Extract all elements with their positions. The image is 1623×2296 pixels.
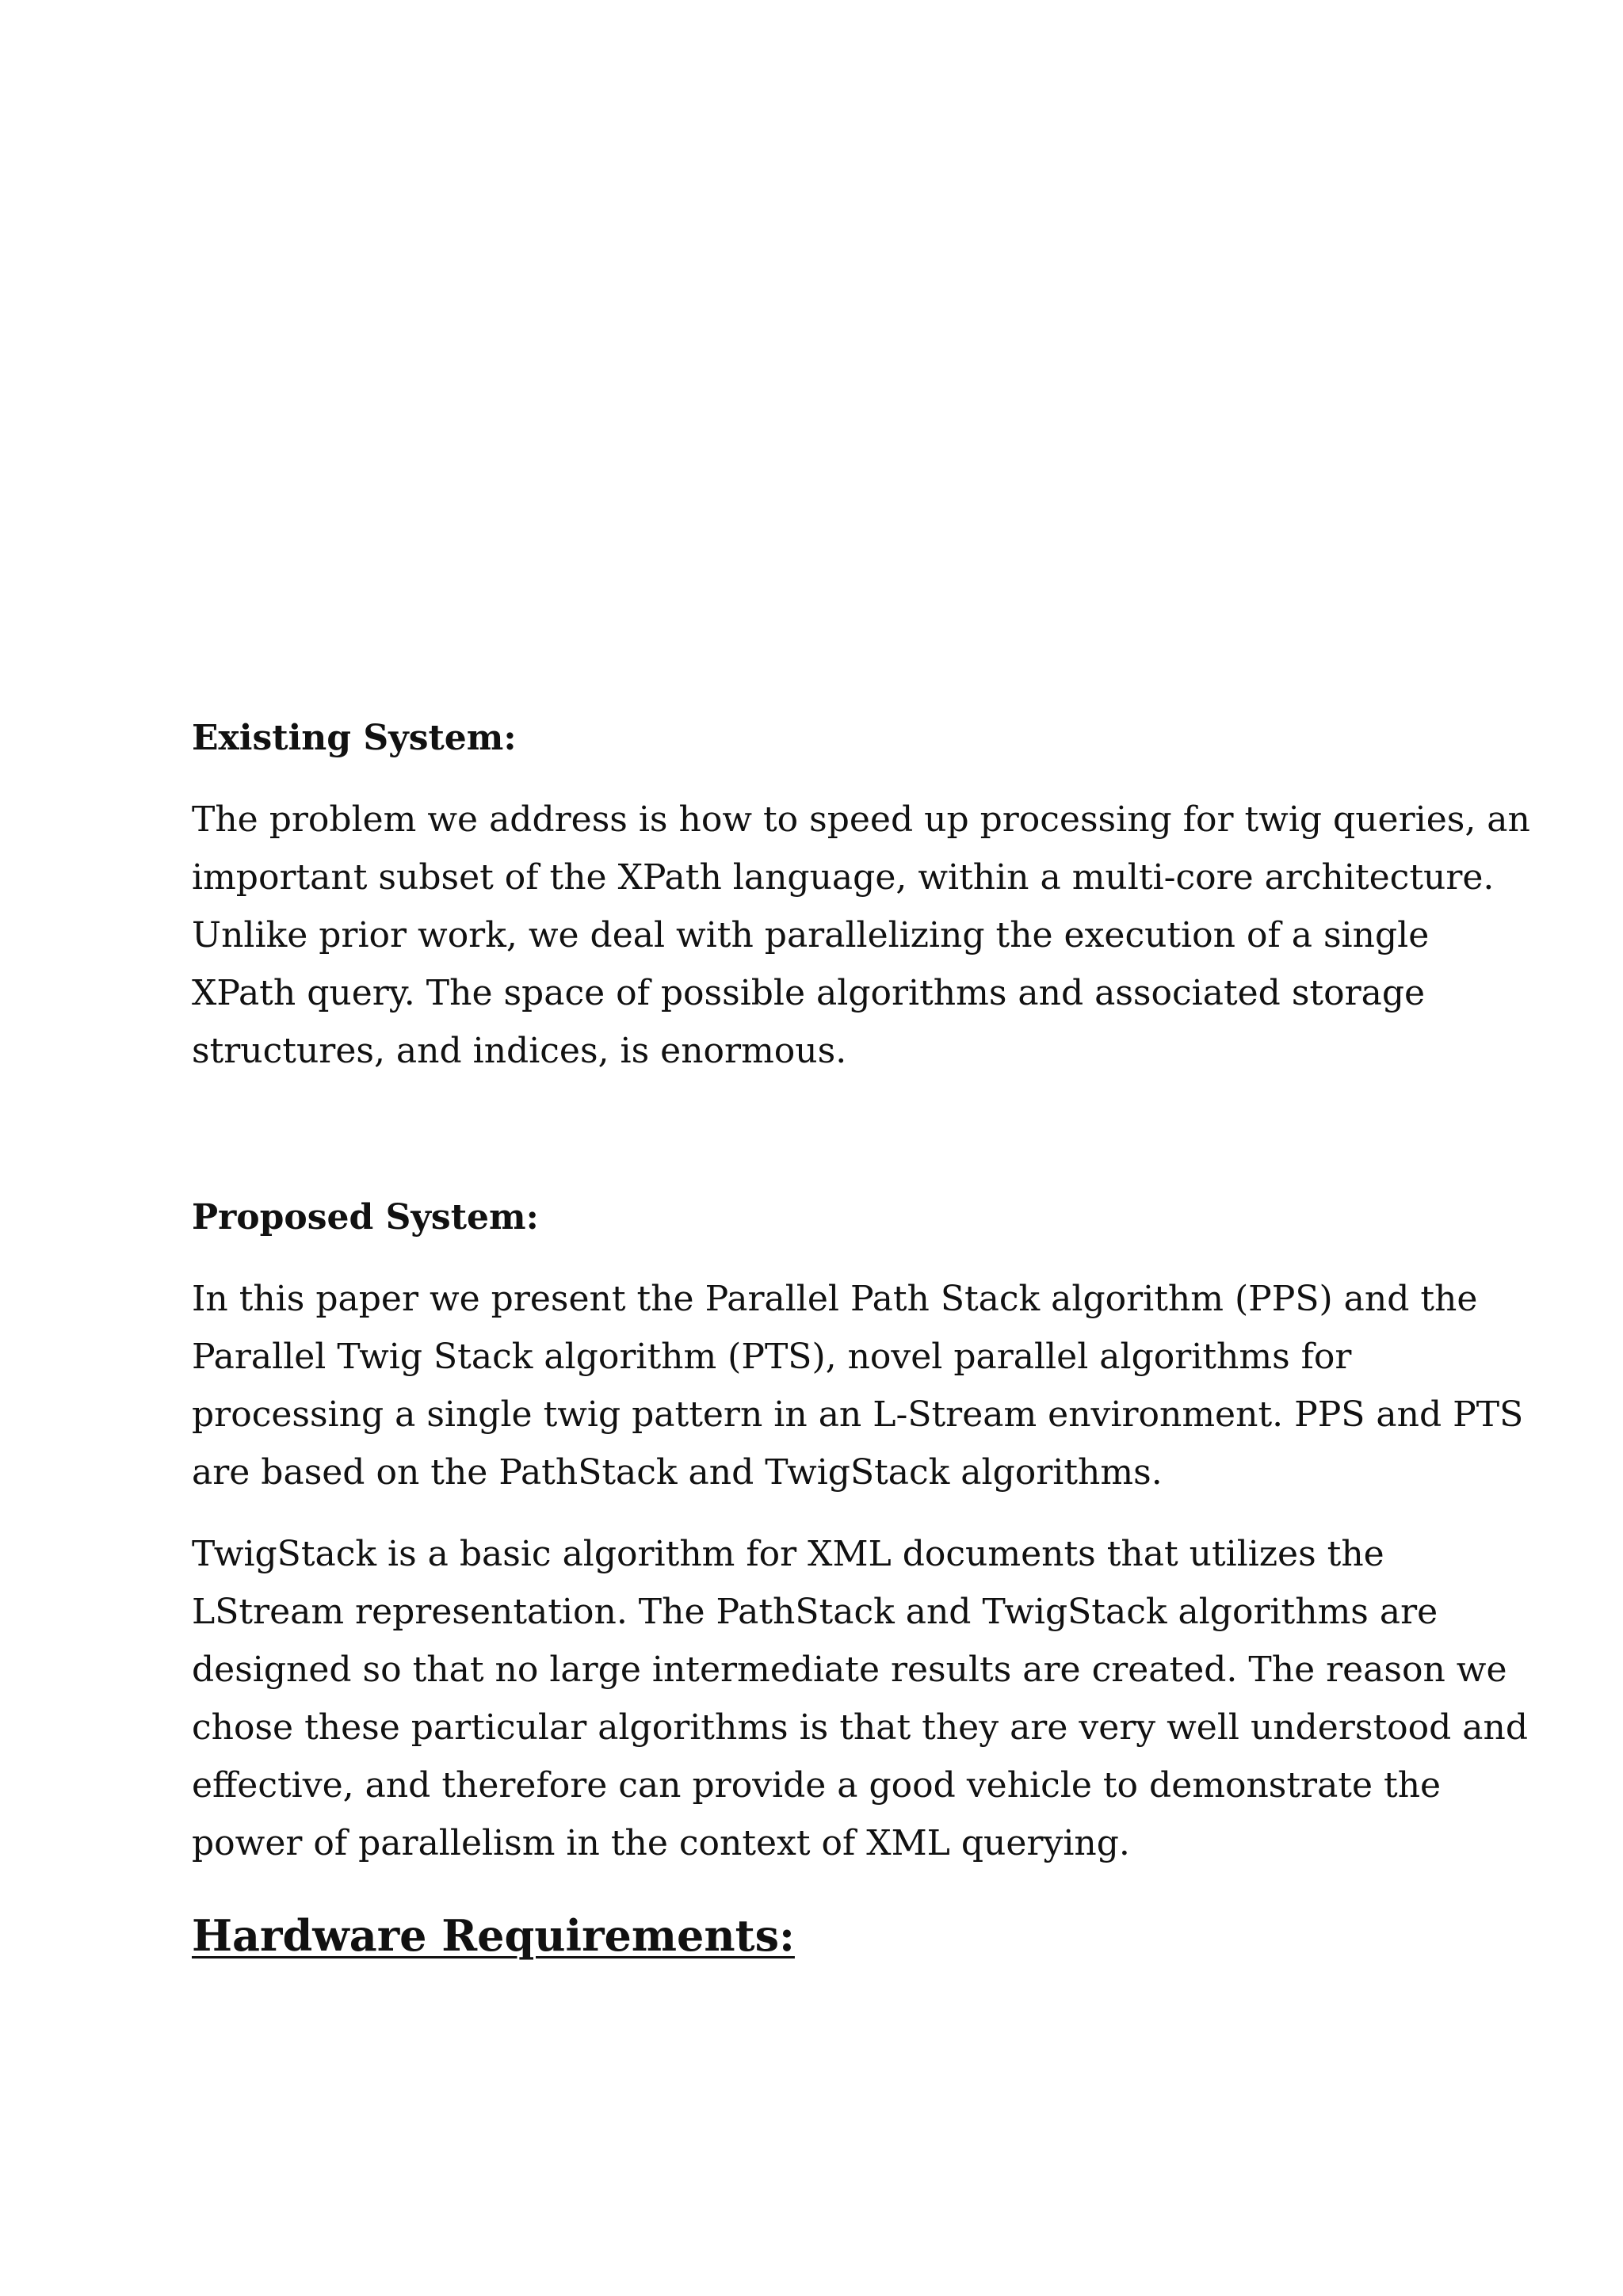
paragraph-line: power of parallelism in the context of XML querying. <box>192 1823 1130 1863</box>
paragraph-line: TwigStack is a basic algorithm for XML documents that utilizes the <box>192 1534 1384 1574</box>
paragraph-line: The problem we address is how to speed up processing for twig queries, an <box>192 799 1530 840</box>
hardware-requirements-heading: Hardware Requirements: <box>192 1910 795 1961</box>
proposed-system-paragraph-2 <box>192 1525 1529 1872</box>
paragraph-line: effective, and therefore can provide a good vehicle to demonstrate the <box>192 1765 1442 1806</box>
existing-system-paragraph <box>192 791 1530 1080</box>
paragraph-line: chose these particular algorithms is that they are very well understood and <box>192 1707 1529 1748</box>
paragraph-line: are based on the PathStack and TwigStack algorithms. <box>192 1452 1163 1493</box>
existing-system-heading: Existing System: <box>192 718 517 758</box>
proposed-system-paragraph-1 <box>192 1270 1524 1501</box>
paragraph-line: designed so that no large intermediate results are created. The reason we <box>192 1650 1507 1690</box>
paragraph-line: important subset of the XPath language, within a multi-core architecture. <box>192 857 1495 898</box>
paragraph-line: Parallel Twig Stack algorithm (PTS), novel parallel algorithms for <box>192 1337 1352 1377</box>
proposed-system-heading: Proposed System: <box>192 1197 539 1238</box>
paragraph-line: LStream representation. The PathStack and TwigStack algorithms are <box>192 1592 1438 1632</box>
paragraph-line: processing a single twig pattern in an L-Stream environment. PPS and PTS <box>192 1394 1524 1435</box>
paragraph-line: Unlike prior work, we deal with parallelizing the execution of a single <box>192 915 1430 955</box>
paragraph-line: structures, and indices, is enormous. <box>192 1031 847 1071</box>
paragraph-line: XPath query. The space of possible algorithms and associated storage <box>192 973 1426 1013</box>
document-content <box>192 710 1530 1967</box>
paragraph-line: In this paper we present the Parallel Path Stack algorithm (PPS) and the <box>192 1279 1478 1319</box>
